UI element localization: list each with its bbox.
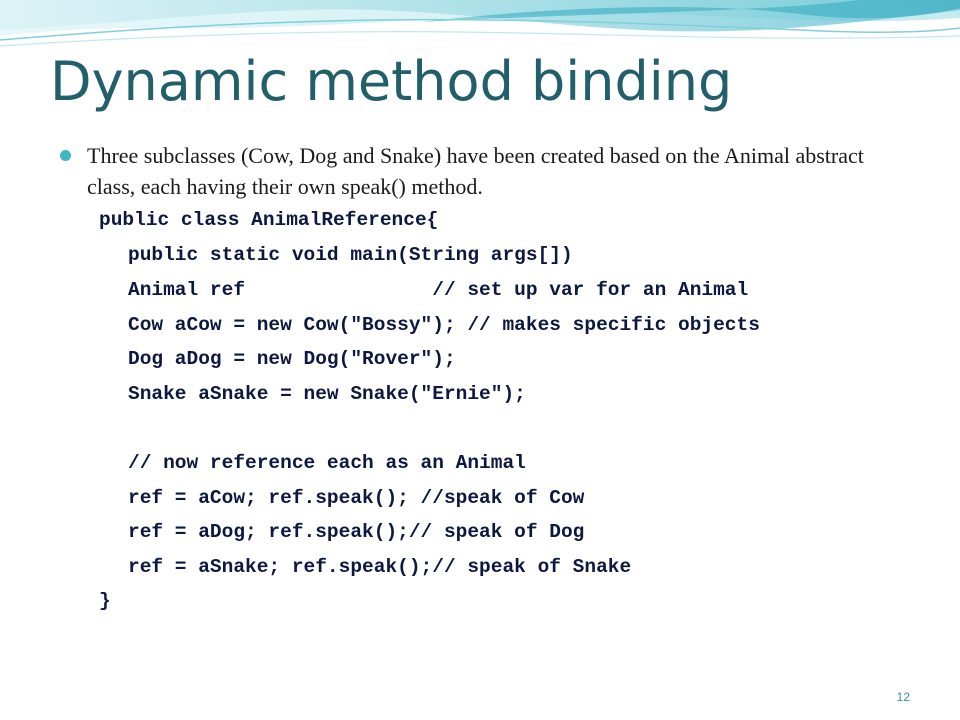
code-line: public static void main(String args[]) <box>128 244 573 266</box>
code-line: Dog aDog = new Dog("Rover"); <box>128 348 456 370</box>
code-line: Animal ref // set up var for an Animal <box>128 279 749 301</box>
code-line: Snake aSnake = new Snake("Ernie"); <box>128 383 526 405</box>
page-number: 12 <box>896 690 910 704</box>
code-line: public class AnimalReference{ <box>99 209 439 231</box>
bullet-text: Three subclasses (Cow, Dog and Snake) have been created based on the Animal abstract class, each having their own speak() method. <box>87 143 864 199</box>
code-line: ref = aDog; ref.speak();// speak of Dog <box>128 521 585 543</box>
slide-title: Dynamic method binding <box>50 50 733 113</box>
bullet-dot-icon <box>60 150 71 161</box>
code-line: // now reference each as an Animal <box>128 452 526 474</box>
code-line: ref = aCow; ref.speak(); //speak of Cow <box>128 487 585 509</box>
code-line: ref = aSnake; ref.speak();// speak of Snake <box>128 556 632 578</box>
code-line: Cow aCow = new Cow("Bossy"); // makes specific objects <box>128 314 760 336</box>
code-line: } <box>99 590 111 612</box>
